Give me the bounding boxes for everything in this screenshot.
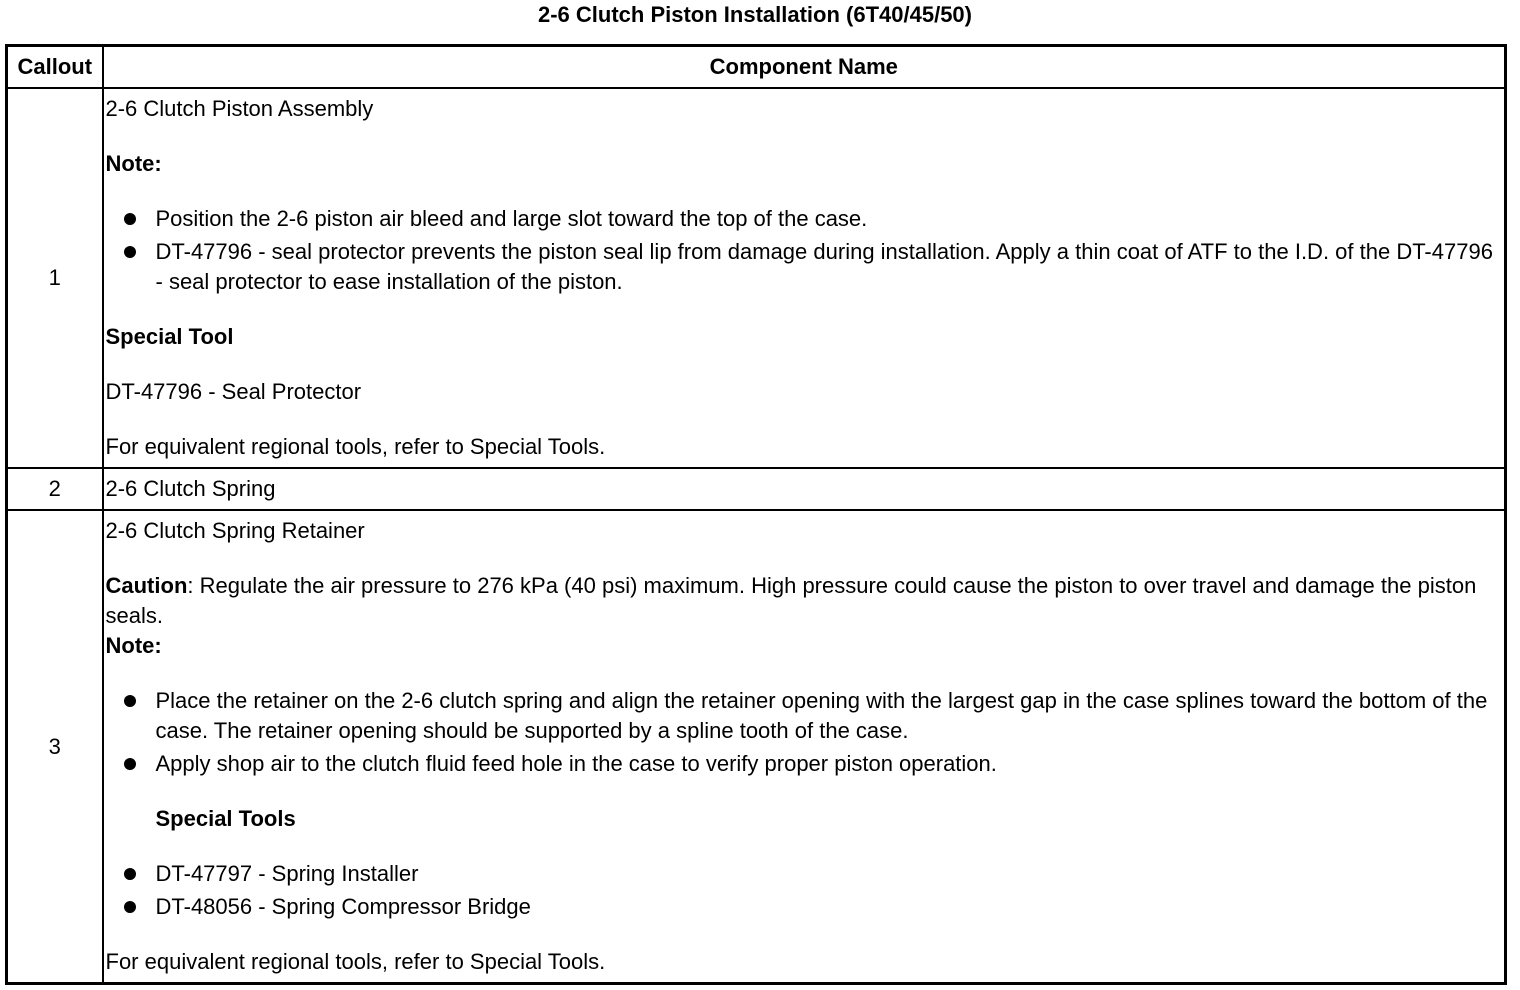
note-list [106,204,1499,297]
special-tool-label: Special Tool [105,324,234,349]
note-text: Position the 2-6 piston air bleed and large slot toward the top of the case. [155,206,868,231]
tool-list [106,859,1499,922]
component-name: 2-6 Clutch Spring Retainer [105,518,365,543]
list-item [106,749,1499,779]
note-label: Note: [105,633,162,658]
tool-text: DT-48056 - Spring Compressor Bridge [155,894,531,919]
caution-text: : Regulate the air pressure to 276 kPa (40 psi) maximum. High pressure could cause the piston to over travel and damage the piston seals. [105,573,1477,628]
note-text: Place the retainer on the 2-6 clutch spring and align the retainer opening with the largest gap in the case splines toward the bottom of the case. The retainer opening should be supported by a spline tooth of the case. [155,688,1488,743]
regional-tools-note: For equivalent regional tools, refer to Special Tools. [105,434,606,459]
regional-tools-note: For equivalent regional tools, refer to Special Tools. [105,949,606,974]
list-item [106,859,1499,889]
callout-cell: 3 [7,510,103,984]
note-label: Note: [105,151,162,176]
bullet-icon [124,695,136,707]
table-row [7,510,1506,984]
header-callout: Callout [7,46,103,89]
bullet-icon [124,901,136,913]
header-component-name: Component Name [103,46,1506,89]
table-row [7,88,1506,468]
note-text: Apply shop air to the clutch fluid feed hole in the case to verify proper piston operation. [155,751,997,776]
tool-text: DT-47797 - Spring Installer [155,861,419,886]
page-title: 2-6 Clutch Piston Installation (6T40/45/50) [538,2,972,27]
component-cell [103,510,1506,984]
list-item [106,686,1499,746]
list-item [106,204,1499,234]
caution-label: Caution [105,573,188,598]
list-item [106,892,1499,922]
bullet-icon [124,213,136,225]
note-list [106,686,1499,779]
caution-paragraph [106,571,1499,631]
table-row [7,468,1506,510]
component-name: 2-6 Clutch Piston Assembly [105,96,374,121]
component-cell [103,88,1506,468]
table-header-row [7,46,1506,89]
special-tool-item: DT-47796 - Seal Protector [105,379,362,404]
bullet-icon [124,246,136,258]
bullet-icon [124,758,136,770]
component-table [5,44,1507,985]
component-cell [103,468,1506,510]
component-name: 2-6 Clutch Spring [105,476,276,501]
special-tools-label: Special Tools [155,806,296,831]
callout-cell: 1 [7,88,103,468]
bullet-icon [124,868,136,880]
note-text: DT-47796 - seal protector prevents the piston seal lip from damage during installation. Apply a thin coat of ATF to the I.D. of the DT-47796 - seal protector to ease installation of the piston. [155,239,1493,294]
list-item [106,237,1499,297]
callout-cell: 2 [7,468,103,510]
